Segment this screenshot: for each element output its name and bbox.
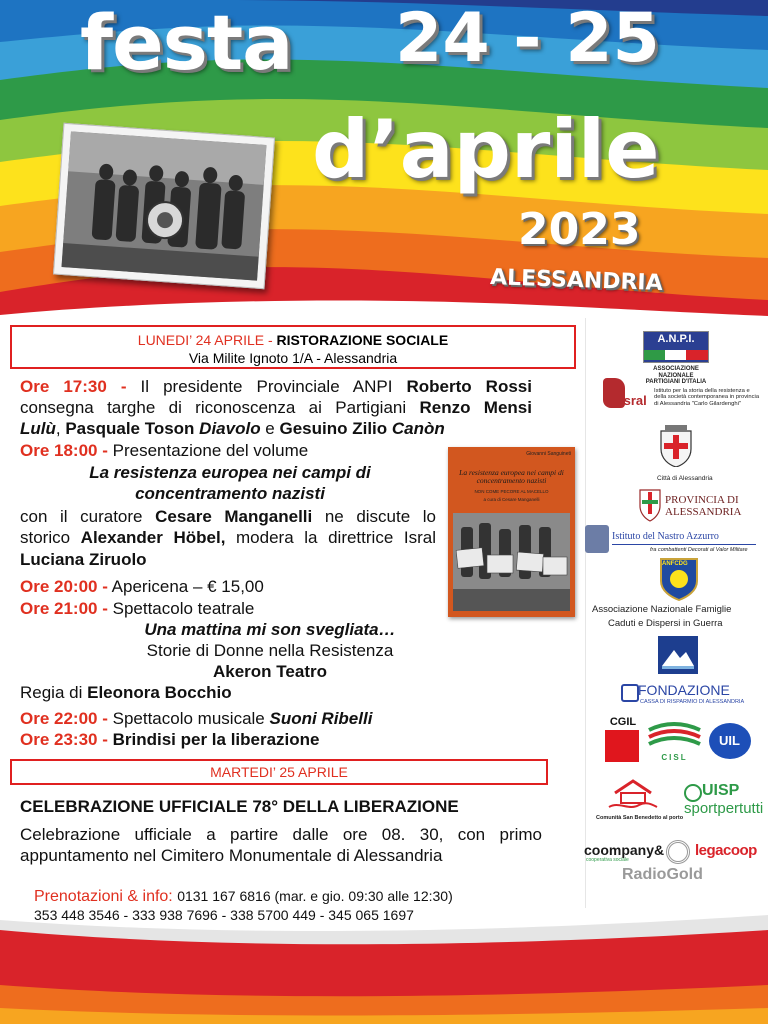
title-aprile: d’aprile [312, 103, 660, 196]
book-editor: a cura di Cesare Manganelli [483, 497, 540, 502]
program-line-17: Ore 23:30 - Brindisi per la liberazione [20, 730, 320, 749]
book-title-line-1: La resistenza europea nei campi di [89, 463, 371, 482]
book-author: Giovanni Sanguineti [526, 451, 571, 457]
day2-paragraph-line-1: Celebrazione ufficiale a partire dalle ore 08. 30, con primo [20, 825, 542, 844]
anpi-caption: ASSOCIAZIONE NAZIONALE PARTIGIANI D'ITALIA [645, 366, 707, 386]
day1-address: Via Milite Ignoto 1/A - Alessandria [188, 350, 398, 366]
coompany-logo-text: coompany& [584, 842, 665, 858]
provincia-crest-icon [638, 486, 662, 522]
book-subtitle: NON COME PECORE AL MACELLO [474, 489, 549, 494]
show-company: Akeron Teatro [213, 662, 327, 681]
sanbenedetto-caption: Comunità San Benedetto al porto [596, 815, 684, 821]
program-line-7: con il curatore Cesare Manganelli ne discute lo [20, 507, 437, 526]
sidebar-divider [585, 318, 586, 908]
day1-header-box [10, 325, 576, 369]
cgil-logo [605, 716, 641, 762]
citta-crest-icon [651, 425, 701, 467]
sanbenedetto-logo-icon [607, 777, 659, 811]
anfcdg-caption-2: Caduti e Dispersi in Guerra [608, 618, 723, 629]
mountain-logo-icon [658, 636, 698, 674]
nastro-caption: fra combattenti Decorati al Valor Militare [650, 547, 748, 553]
legacoop-logo-text: legacoop [695, 842, 757, 859]
program-line-9: Luciana Ziruolo [20, 550, 147, 569]
contacts-phones: 353 448 3546 - 333 938 7696 - 338 5700 449 - 345 065 1697 [34, 907, 414, 923]
day1-date: LUNEDI’ 24 APRILE - [137, 332, 277, 348]
fondazione-icon [621, 684, 639, 702]
book-title-line-2: concentramento nazisti [135, 484, 325, 503]
program-line-2: consegna targhe di riconoscenza ai Partigiani Renzo Mensi [20, 398, 532, 417]
coompany-caption: cooperativa sociale [586, 857, 629, 863]
book-cover-photo [453, 513, 570, 611]
nastro-logo-text: Istituto del Nastro Azzurro [612, 531, 719, 542]
title-dates: 24 - 25 [395, 0, 660, 78]
citta-caption: Città di Alessandria [657, 475, 713, 482]
program-line-1: Ore 17:30 - Il presidente Provinciale ANPI Roberto Rossi [20, 377, 532, 396]
program-line-15: Regia di Eleonora Bocchio [20, 683, 232, 702]
day2-heading: CELEBRAZIONE UFFICIALE 78° DELLA LIBERAZIONE [20, 797, 459, 816]
isral-logo-text: isral [620, 393, 647, 408]
program-line-10: Ore 20:00 - Apericena – € 15,00 [20, 577, 264, 596]
book-cover-title: La resistenza europea nei campi di concentramento nazisti [459, 468, 564, 485]
uisp-caption: sportpertutti [684, 800, 764, 817]
fondazione-caption: CASSA DI RISPARMIO DI ALESSANDRIA [640, 699, 745, 705]
partisans-photo-figures [61, 131, 266, 280]
day2-paragraph-line-2: appuntamento nel Cimitero Monumentale di Alessandria [20, 846, 443, 865]
contacts-label: Prenotazioni & info: [34, 888, 178, 905]
uil-logo-text: UIL [719, 733, 740, 748]
fondazione-logo-text: FONDAZIONE [638, 682, 730, 698]
program-line-11: Ore 21:00 - Spettacolo teatrale [20, 599, 255, 618]
cgil-logo-text: CGIL [609, 716, 637, 728]
radiogold-logo-text: RadioGold [622, 866, 703, 883]
spiral-logo-icon [666, 840, 690, 864]
uisp-logo-text: UISP [702, 782, 740, 799]
isral-caption: Istituto per la storia della resistenza e della società contemporanea in provincia di Alessandria "Carlo Gilardenghi" [654, 388, 760, 407]
nastro-badge-icon [585, 525, 609, 553]
book-cover [448, 447, 575, 617]
title-festa: festa [80, 0, 293, 87]
anpi-logo-text: A.N.P.I. [657, 333, 695, 345]
program-line-8: storico Alexander Höbel, modera la direttrice Isral [20, 528, 436, 547]
show-subtitle: Storie di Donne nella Resistenza [146, 641, 394, 660]
cisl-logo [647, 722, 702, 762]
contacts-hours: 0131 167 6816 (mar. e gio. 09:30 alle 12:30) [177, 888, 453, 904]
program-line-3: Lulù, Pasquale Toson Diavolo e Gesuino Zilio Canòn [20, 419, 445, 438]
anfcdg-logo-text: ANFCDG [662, 561, 688, 567]
title-city: ALESSANDRIA [489, 264, 664, 297]
nastro-underline [612, 544, 756, 545]
partisans-photo [53, 123, 275, 289]
show-title: Una mattina mi son svegliata… [144, 620, 396, 639]
title-year: 2023 [518, 204, 641, 255]
anpi-logo [643, 331, 709, 363]
contacts-line-1 [34, 886, 453, 907]
cisl-logo-text: CISL [661, 753, 688, 762]
provincia-logo-text: PROVINCIA DI ALESSANDRIA [665, 494, 742, 519]
anfcdg-caption-1: Associazione Nazionale Famiglie [592, 604, 732, 615]
day2-header-box: MARTEDI’ 25 APRILE [10, 759, 548, 785]
day1-title: RISTORAZIONE SOCIALE [276, 332, 449, 348]
program-line-16: Ore 22:00 - Spettacolo musicale Suoni Ribelli [20, 709, 373, 728]
program-line-4: Ore 18:00 - Presentazione del volume [20, 441, 309, 460]
uil-logo [709, 723, 751, 759]
